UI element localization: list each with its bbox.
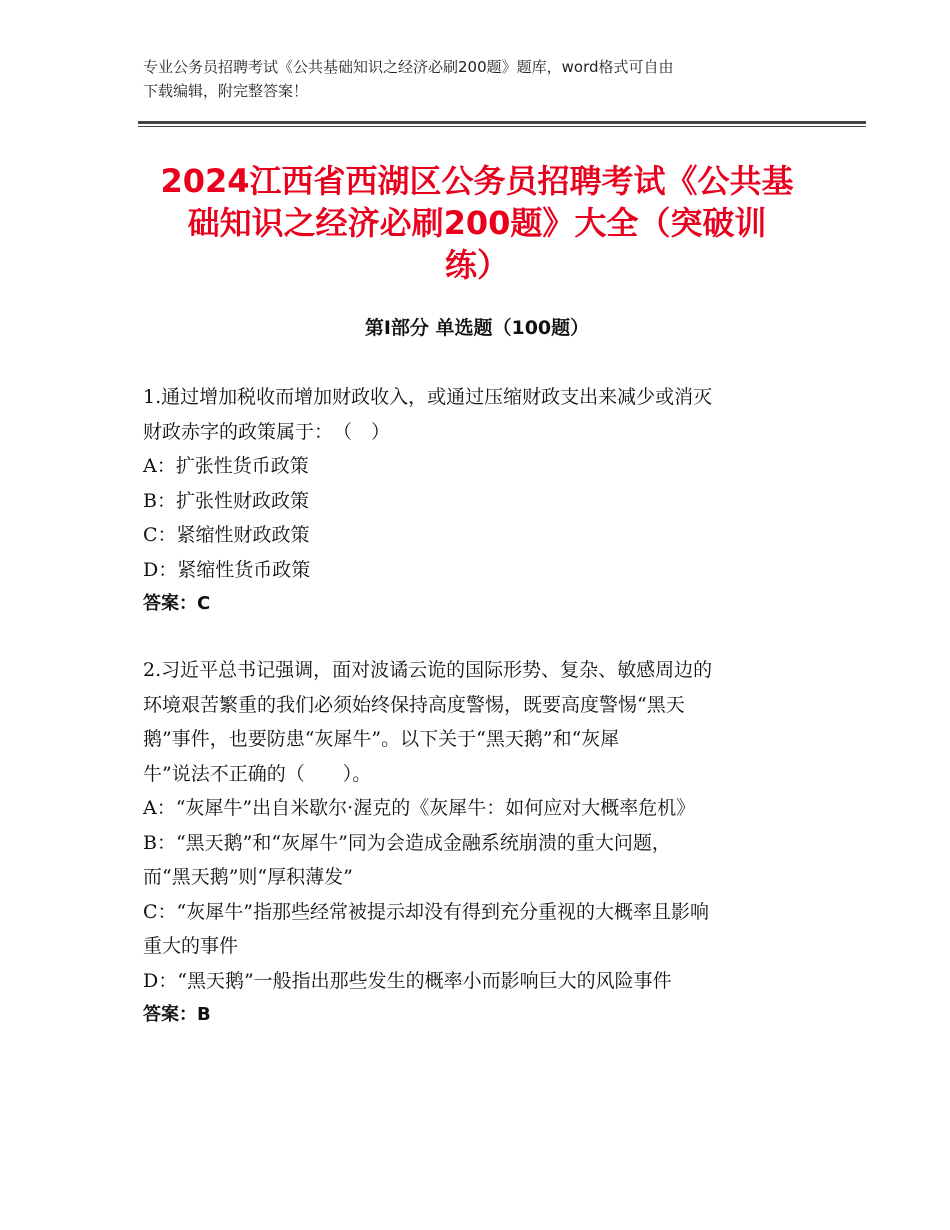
question-stem-line: 牛”说法不正确的（ ）。 [143, 762, 372, 785]
title-line: 2024江西省西湖区公务员招聘考试《公共基 [160, 162, 794, 200]
question-stem-line: 财政赤字的政策属于： （ ） [143, 420, 391, 443]
question-2 [143, 653, 833, 1033]
option-c: C：“灰犀牛”指那些经常被提示却没有得到充分重视的大概率且影响 [143, 900, 709, 923]
option-a: A：扩张性货币政策 [143, 455, 309, 477]
question-stem-line: 鹅”事件，也要防患“灰犀牛”。以下关于“黑天鹅”和“灰犀 [143, 728, 620, 750]
question-stem-line: 2.习近平总书记强调，面对波谲云诡的国际形势、复杂、敏感周边的 [143, 659, 713, 681]
title-line: 练） [444, 246, 509, 284]
header-note-line: 专业公务员招聘考试《公共基础知识之经济必刷200题》题库，word格式可自由 [143, 58, 674, 76]
section-title: 第Ⅰ部分 单选题（100题） [364, 317, 590, 339]
answer-line: 答案：B [143, 1004, 211, 1025]
option-b: B：扩张性财政政策 [143, 489, 309, 512]
header-note [143, 55, 823, 103]
option-b-continued: 而“黑天鹅”则“厚积薄发” [143, 866, 353, 888]
option-b: B：“黑天鹅”和“灰犀牛”同为会造成金融系统崩溃的重大问题， [143, 831, 671, 854]
option-d: D：紧缩性货币政策 [143, 558, 311, 581]
option-c: C：紧缩性财政政策 [143, 524, 310, 546]
title-line: 础知识之经济必刷200题》大全（突破训 [187, 204, 767, 242]
question-stem-line: 1.通过增加税收而增加财政收入，或通过压缩财政支出来减少或消灭 [143, 386, 713, 408]
answer-line: 答案：C [143, 593, 211, 614]
header-divider-thick [138, 121, 866, 124]
option-c-continued: 重大的事件 [143, 935, 239, 957]
option-d: D：“黑天鹅”一般指出那些发生的概率小而影响巨大的风险事件 [143, 969, 672, 992]
option-a: A：“灰犀牛”出自米歇尔·渥克的《灰犀牛：如何应对大概率危机》 [143, 797, 696, 819]
document-title [140, 160, 814, 286]
header-note-line: 下载编辑，附完整答案！ [143, 82, 309, 100]
question-1 [143, 380, 833, 622]
header-divider-thin [138, 126, 866, 127]
question-stem-line: 环境艰苦繁重的我们必须始终保持高度警惕，既要高度警惕“黑天 [143, 693, 685, 716]
